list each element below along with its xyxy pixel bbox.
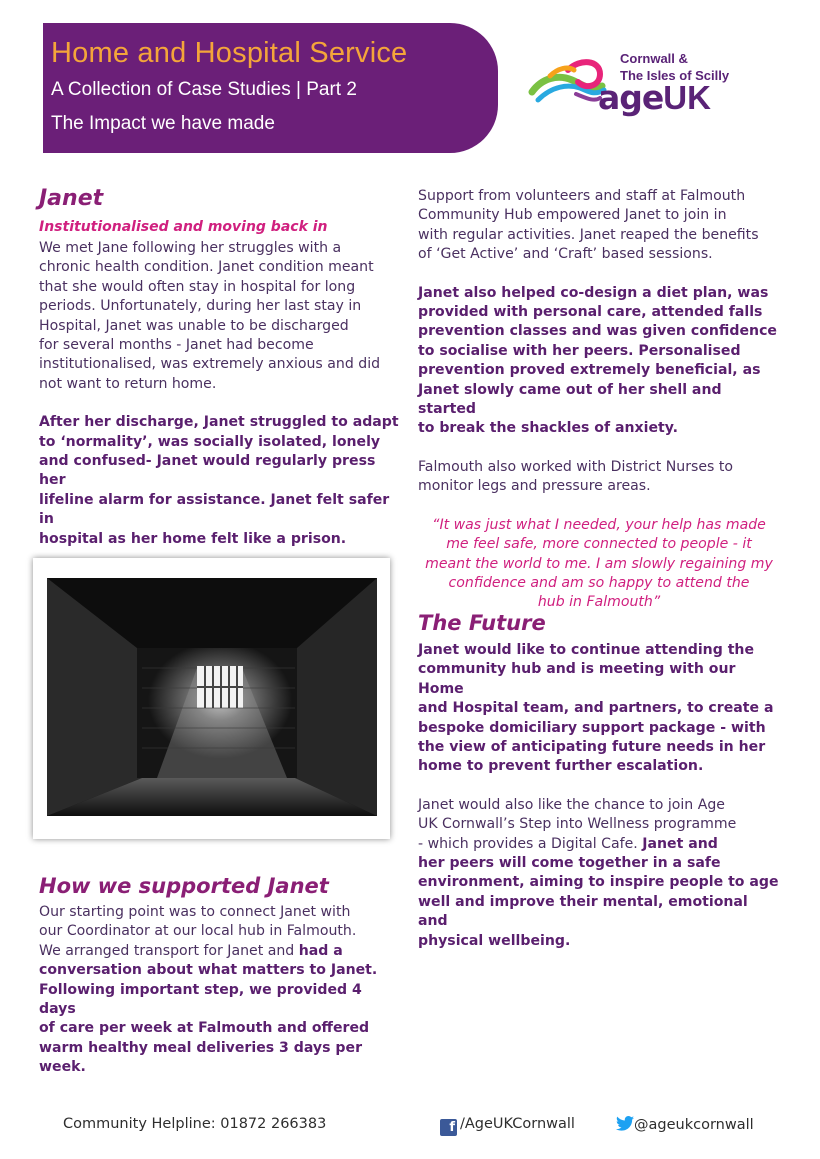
wellness-paragraph: Janet would also like the chance to join Age UK Cornwall’s Step into Wellness programme - which provides a Digital Cafe. Janet and her peers will come together in a safe environment, aiming to inspire people to age well and improve their mental, emotional and physical wellbeing. [418,796,779,949]
support-section [39,873,399,1078]
nurses-paragraph: Falmouth also worked with District Nurses to monitor legs and pressure areas. [418,458,734,495]
diet-plan-paragraph: Janet also helped co-design a diet plan, was provided with personal care, attended falls prevention classes and was given confidence to socialise with her peers. Personalised prevention proved extremely beneficial, as Janet slowly came out of her shell and started to break the shackles of anxiety. [418,284,777,437]
logo-region: Cornwall & The Isles of Scilly [620,51,730,83]
age-uk-logo [528,48,738,123]
janet-discharge-paragraph: After her discharge, Janet struggled to adapt to ‘normality’, was socially isolated, lonely and confused- Janet would regularly press her lifeline alarm for assistance. Janet felt safer in hospital as her home felt like a prison. [39,414,399,547]
photo-frame [33,558,390,839]
support-heading: How we supported Janet [39,874,329,898]
janet-section [39,186,399,549]
page-title: Home and Hospital Service [51,37,408,69]
helpline-text: Community Helpline: 01872 266383 [63,1116,327,1132]
page-tagline: The Impact we have made [51,113,275,134]
logo-swirl-icon [528,56,608,111]
facebook-link[interactable]: f /AgeUKCornwall [440,1116,575,1136]
hub-paragraph: Support from volunteers and staff at Falmouth Community Hub empowered Janet to join in with regular activities. Janet reaped the benefits of ‘Get Active’ and ‘Craft’ based sessions. [418,188,759,263]
support-paragraph: Our starting point was to connect Janet with our Coordinator at our local hub in Falmouth. We arranged transport for Janet and had a conversation about what matters to Janet. Following important step, we provided 4 days of care per week at Falmouth and offered warm healthy meal deliveries 3 days per week. [39,904,378,1076]
janet-subheading: Institutionalised and moving back in [39,219,328,235]
future-heading: The Future [418,611,546,635]
page-subtitle: A Collection of Case Studies | Part 2 [51,79,357,100]
logo-brand: ageUK [598,78,711,117]
future-paragraph: Janet would like to continue attending the community hub and is meeting with our Home and Hospital team, and partners, to create a bespoke domiciliary support package - with the view of anticipating future needs in her home to prevent further escalation. [418,642,774,775]
twitter-link[interactable]: @ageukcornwall [616,1116,754,1133]
janet-heading: Janet [39,186,104,211]
janet-intro-paragraph: We met Jane following her struggles with a chronic health condition. Janet condition meant that she would often stay in hospital for long periods. Unfortunately, during her last stay in Hospital, Janet was unable to be discharged for several months - Janet had become institutionalised, was extremely anxious and did not want to return home. [39,240,381,392]
twitter-icon [616,1116,634,1131]
header-banner [43,23,498,153]
facebook-icon: f [440,1119,457,1136]
future-section [418,609,780,951]
right-column [418,187,780,613]
janet-quote: “It was just what I needed, your help has made me feel safe, more connected to people - it meant the world to me. I am slowly regaining my confidence and am so happy to attend the hub in Falmouth” [425,516,773,611]
cell-window-photo [47,578,377,816]
